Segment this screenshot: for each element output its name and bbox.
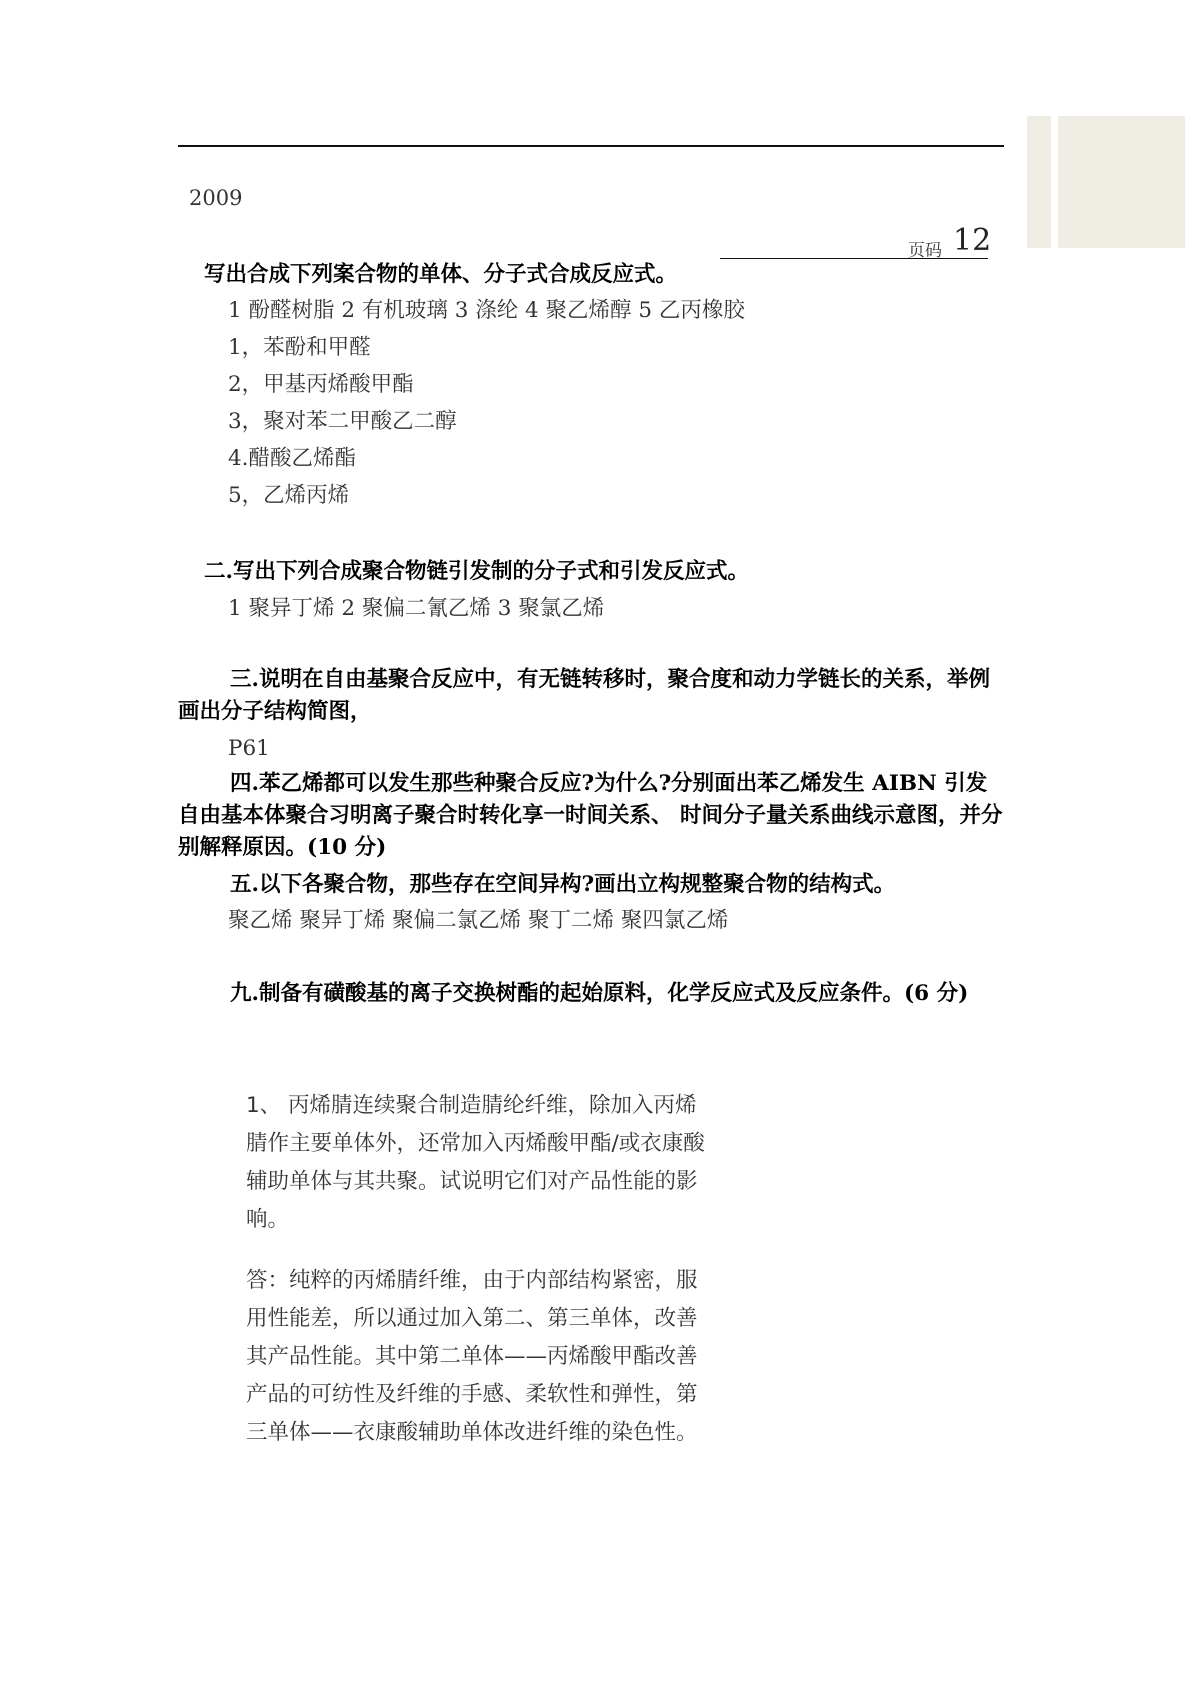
section1-heading: 写出合成下列案合物的单体、分子式合成反应式。 (204, 262, 678, 287)
section5-item: 聚乙烯 聚异丁烯 聚偏二氯乙烯 聚丁二烯 聚四氯乙烯 (228, 908, 729, 933)
header-rule (178, 145, 1004, 147)
section3-answer: P61 (228, 736, 270, 761)
section2-heading: 二.写出下列合成聚合物链引发制的分子式和引发反应式。 (204, 559, 749, 584)
section2-item: 1 聚异丁烯 2 聚偏二氰乙烯 3 聚氯乙烯 (228, 596, 605, 621)
section1-item: 1，苯酚和甲醛 (228, 335, 371, 360)
section4-question: 四.苯乙烯都可以发生那些种聚合反应?为什么?分别面出苯乙烯发生 AIBN 引发自由基本体聚合习明离子聚合时转化享一时间关系、 时间分子量关系曲线示意图，并分别解释原因。(10 分) (178, 771, 1003, 860)
section1-item: 3，聚对苯二甲酸乙二醇 (228, 409, 457, 434)
section1-item: 2，甲基丙烯酸甲酯 (228, 372, 414, 397)
side-decoration-wide (1058, 116, 1185, 248)
qa-answer: 答：纯粹的丙烯腈纤维，由于内部结构紧密，服用性能差，所以通过加入第二、第三单体，改善其产品性能。其中第二单体——丙烯酸甲酯改善产品的可纺性及纤维的手感、柔软性和弹性，第三单体——衣康酸辅助单体改进纤维的染色性。 (246, 1268, 698, 1445)
section1-item: 4.醋酸乙烯酯 (228, 446, 357, 471)
section1-item: 5，乙烯丙烯 (228, 483, 350, 508)
section3-question: 三.说明在自由基聚合反应中，有无链转移时，聚合度和动力学链长的关系，举例画出分子结构简图， (178, 667, 990, 724)
section5-heading: 五.以下各聚合物，那些存在空间异构?画出立构规整聚合物的结构式。 (230, 872, 896, 897)
year-label: 2009 (189, 186, 243, 210)
page-number: 12 (953, 223, 992, 258)
page-number-rule (720, 258, 988, 259)
section1-item: 1 酚醛树脂 2 有机玻璃 3 涤纶 4 聚乙烯醇 5 乙丙橡胶 (228, 298, 745, 323)
page-label: 页码 (908, 241, 942, 261)
section9-question: 九.制备有磺酸基的离子交换树酯的起始原料，化学反应式及反应条件。(6 分) (230, 981, 969, 1006)
side-decoration-thin (1027, 116, 1051, 248)
qa-question: 1、 丙烯腈连续聚合制造腈纶纤维，除加入丙烯腈作主要单体外，还常加入丙烯酸甲酯/或衣康酸辅助单体与其共聚。试说明它们对产品性能的影响。 (246, 1093, 705, 1232)
